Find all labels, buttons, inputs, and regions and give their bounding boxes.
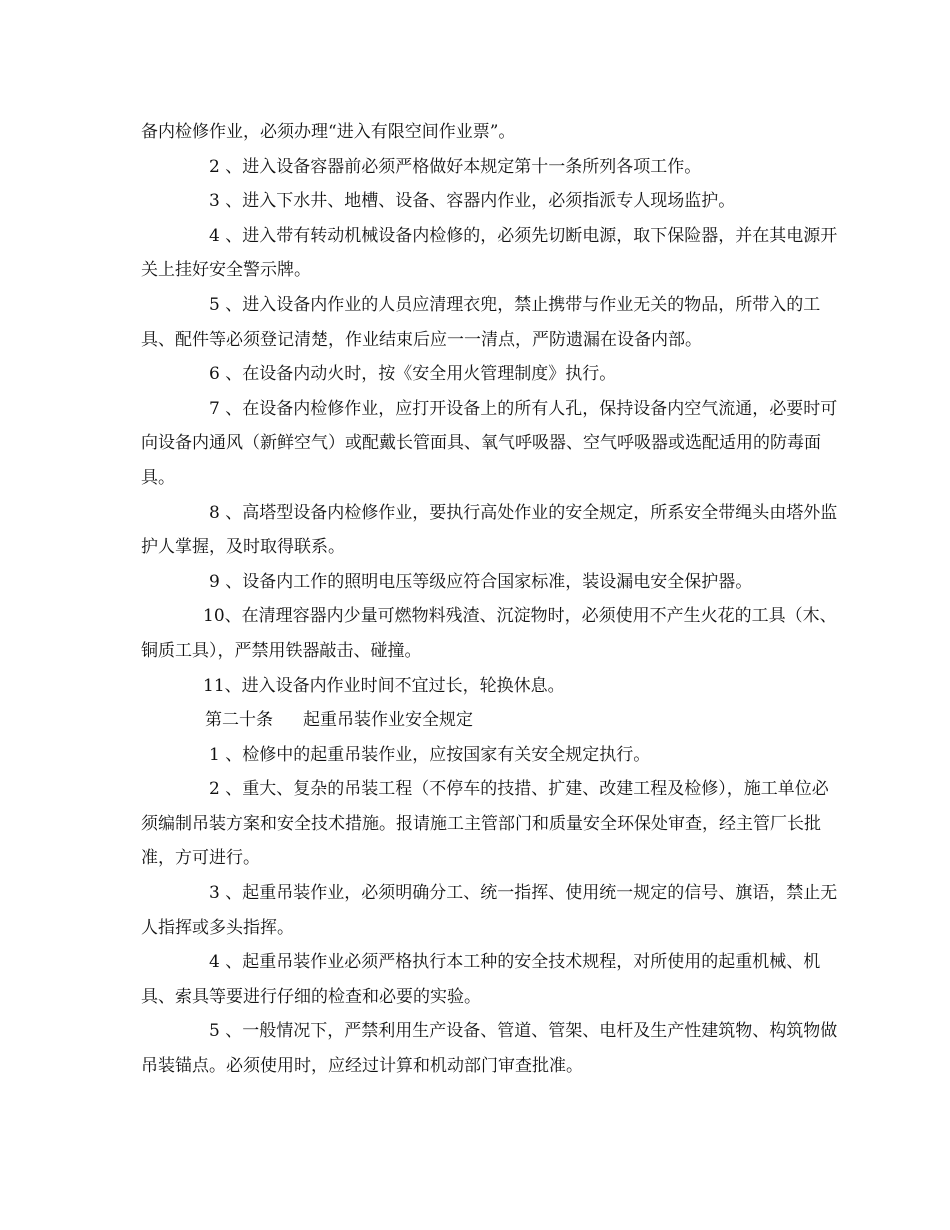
document-body (141, 115, 841, 1084)
clause-5: 5 、进入设备内作业的人员应清理衣兜，禁止携带与作业无关的物品，所带入的工具、配件等必须登记清楚，作业结束后应一一清点，严防遗漏在设备内部。 (141, 294, 821, 350)
article-clause-5: 5 、一般情况下，严禁利用生产设备、管道、管架、电杆及生产性建筑物、构筑物做吊装锚点。必须使用时，应经过计算和机动部门审查批准。 (141, 1021, 838, 1077)
paragraph-continuation: 备内检修作业，必须办理“进入有限空间作业票”。 (141, 122, 516, 142)
clause-6: 6 、在设备内动火时，按《安全用火管理制度》执行。 (209, 364, 617, 385)
article-clause-2: 2 、重大、复杂的吊装工程（不停车的技措、扩建、改建工程及检修），施工单位必须编制吊装方案和安全技术措施。报请施工主管部门和质量安全环保处审查，经主管厂长批准，方可进行。 (141, 779, 829, 869)
article-heading (141, 703, 841, 738)
clause-2: 2 、进入设备容器前必须严格做好本规定第十一条所列各项工作。 (209, 156, 702, 177)
clause-3: 3 、进入下水井、地槽、设备、容器内作业，必须指派专人现场监护。 (209, 191, 736, 212)
clause-11: 11、进入设备内作业时间不宜过长，轮换休息。 (203, 675, 565, 696)
article-title: 起重吊装作业安全规定 (303, 710, 473, 731)
article-clause-4: 4 、起重吊装作业必须严格执行本工种的安全技术规程，对所使用的起重机械、机具、索具等要进行仔细的检查和必要的实验。 (141, 952, 821, 1007)
clause-7: 7 、在设备内检修作业，应打开设备上的所有人孔，保持设备内空气流通，必要时可向设备内通风（新鲜空气）或配戴长管面具、氧气呼吸器、空气呼吸器或选配适用的防毒面具。 (141, 398, 838, 488)
article-clause-1: 1 、检修中的起重吊装作业，应按国家有关安全规定执行。 (209, 744, 651, 765)
article-clause-3: 3 、起重吊装作业，必须明确分工、统一指挥、使用统一规定的信号、旗语，禁止无人指挥或多头指挥。 (141, 883, 838, 938)
clause-8: 8 、高塔型设备内检修作业，要执行高处作业的安全规定，所系安全带绳头由塔外监护人掌握，及时取得联系。 (141, 502, 838, 558)
article-number: 第二十条 (205, 710, 273, 731)
clause-9: 9 、设备内工作的照明电压等级应符合国家标准，装设漏电安全保护器。 (209, 571, 753, 592)
clause-4: 4 、进入带有转动机械设备内检修的，必须先切断电源，取下保险器，并在其电源开关上挂好安全警示牌。 (141, 225, 838, 281)
clause-10: 10、在清理容器内少量可燃物料残渣、沉淀物时，必须使用不产生火花的工具（木、铜质工具），严禁用铁器敲击、碰撞。 (141, 606, 837, 661)
